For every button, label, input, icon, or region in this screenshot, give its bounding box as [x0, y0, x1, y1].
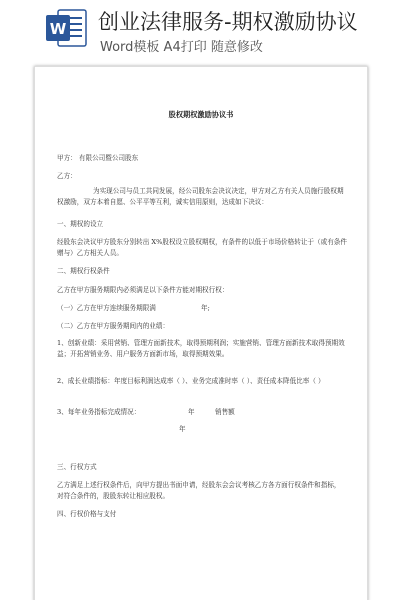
item-3-year-2: 年	[179, 425, 186, 433]
item-2: 2、成长业绩指标：年度目标利润达成率（ ）、业务完成准时率（ ）、责任成本降低比率（ ）	[57, 377, 325, 385]
item-1: 1、创新业绩：采用营销、管理方面新技术，取得预期利润；实施营销、管理方面新技术取得预期效益；开拓营销业务、用户服务方面新市场，取得预期效果。	[57, 339, 345, 358]
word-logo-letter: W	[49, 20, 67, 38]
header	[0, 0, 400, 62]
section-3-title: 三、行权方式	[57, 463, 97, 471]
section-1-body: 经股东会决议甲方股东分别转出 X%股权设立股权期权，有条件的以低于市场价格转让于（或有条件赠与）乙方相关人员。	[57, 238, 347, 257]
party-b: 乙方：	[57, 172, 77, 180]
section-2-title: 二、期权行权条件	[57, 267, 110, 275]
page-title: 创业法律服务-期权激励协议	[98, 10, 358, 34]
condition-2: （二）乙方在甲方服务期间内的业绩：	[57, 322, 170, 330]
section-4-title: 四、行权价格与支付	[57, 510, 117, 518]
intro-paragraph: 为实现公司与员工共同发展，经公司股东会决议决定，甲方对乙方有关人员施行股权期权激励，双方本着自愿、公平平等互利，诚实信用原则，达成如下决议：	[57, 187, 344, 206]
document-sheet	[34, 66, 368, 600]
page-subtitle: Word模板 A4打印 随意修改	[100, 40, 263, 55]
word-icon	[44, 6, 88, 50]
section-3-body: 乙方满足上述行权条件后，向甲方提出书面申请，经股东会会议考核乙方各方面行权条件和指标，对符合条件的，股股东转让相应股权。	[57, 481, 341, 500]
condition-1-unit: 年;	[201, 304, 210, 312]
item-3: 3、每年业务指标完成情况：	[57, 408, 141, 416]
condition-1: （一）乙方在甲方连续服务期限满	[57, 304, 156, 312]
party-a: 甲方： 有限公司暨公司股东	[57, 154, 139, 162]
item-3-year: 年	[188, 408, 195, 416]
document-title: 股权期权激励协议书	[168, 110, 234, 119]
document-body	[35, 67, 367, 600]
section-2-body: 乙方在甲方服务期限内必须满足以下条件方能对期权行权：	[57, 286, 229, 294]
section-1-title: 一、期权的设立	[57, 220, 104, 228]
item-3-sales: 销售额	[215, 408, 235, 416]
